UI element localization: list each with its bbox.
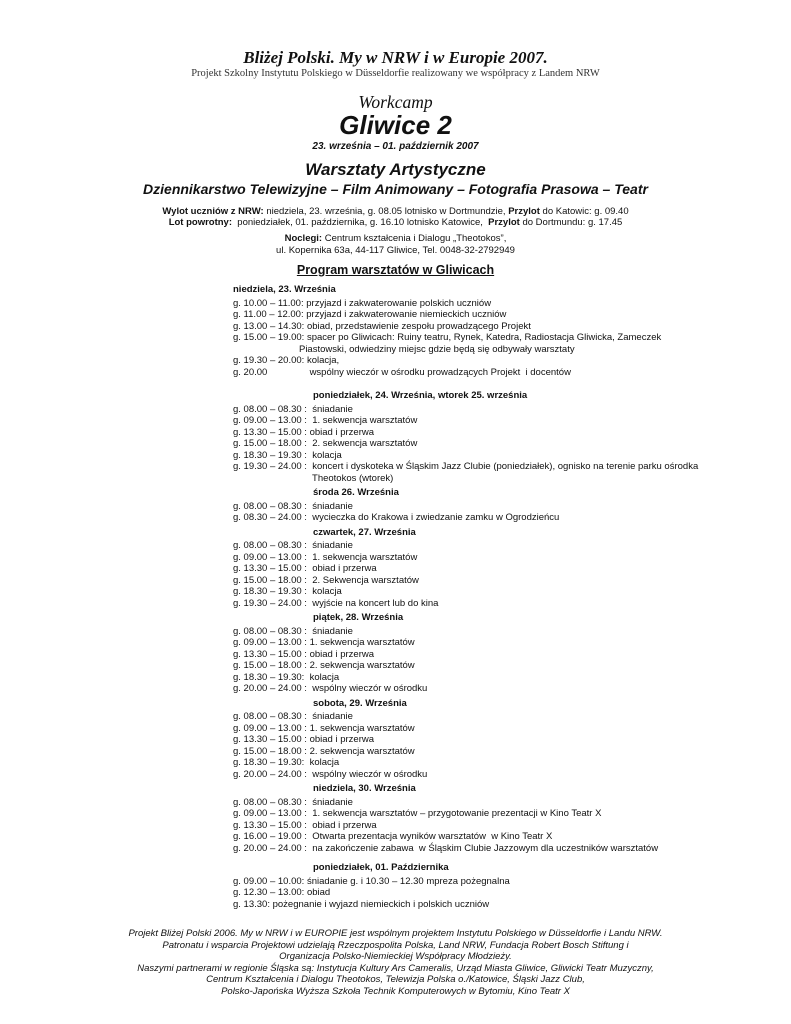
travel-info (0, 206, 791, 228)
schedule-entry: g. 08.00 – 08.30 : śniadanie (233, 711, 353, 722)
arrival-label: Przylot (508, 206, 540, 217)
program-heading (0, 263, 791, 277)
schedule-entry: g. 16.00 – 19.00 : Otwarta prezentacja wyników warsztatów w Kino Teatr X (233, 831, 553, 842)
schedule-entry: g. 18.30 – 19.30: kolacja (233, 757, 340, 768)
arrival-label: Przylot (488, 217, 520, 228)
schedule-day (233, 612, 773, 695)
schedule-entry: g. 09.00 – 10.00: śniadanie g. i 10.30 – 12.30 mpreza pożegnalna (233, 875, 510, 887)
schedule-entry: g. 13.30 – 15.00 : obiad i przerwa (233, 563, 377, 574)
schedule-entry: g. 13.00 – 14.30: obiad, przedstawienie zespołu prowadzącego Projekt (233, 320, 531, 332)
lodging-address: ul. Kopernika 63a, 44-117 Gliwice, Tel. 0048-32-2792949 (276, 244, 515, 256)
schedule-entry: g. 09.00 – 13.00 : 1. sekwencja warsztatów (233, 637, 415, 648)
lodging-text: Centrum kształcenia i Dialogu „Theotokos”, (322, 233, 507, 244)
schedule-entry: g. 13.30 – 15.00 : obiad i przerwa (233, 426, 375, 438)
schedule-entry: g. 20.00 wspólny wieczór w ośrodku prowadzących Projekt i docentów (233, 366, 571, 378)
return-line (0, 217, 791, 228)
schedule-entry: g. 13.30 – 15.00 : obiad i przerwa (233, 819, 377, 831)
footer-line: Naszymi partnerami w regionie Śląska są: Instytucja Kultury Ars Cameralis, Urząd Miasta Gliwice, Gliwicki Teatr Muzyczny, (137, 962, 654, 974)
document-subtitle: Projekt Szkolny Instytutu Polskiego w Düsseldorfie realizowany we współpracy z Landem NRW (191, 68, 600, 79)
schedule-entry: g. 12.30 – 13.00: obiad (233, 887, 331, 898)
schedule-entry: g. 18.30 – 19.30 : kolacja (233, 586, 342, 597)
schedule-entry: g. 15.00 – 18.00 : 2. sekwencja warsztatów (233, 660, 415, 671)
schedule-entry: g. 20.00 – 24.00 : na zakończenie zabawa w Śląskim Clubie Jazzowym dla uczestników warsztatów (233, 842, 659, 854)
lodging-line (0, 233, 791, 245)
day-title: poniedziałek, 24. Września, wtorek 25. września (313, 390, 528, 401)
schedule-entry: g. 15.00 – 18.00 : 2. Sekwencja warsztatów (233, 574, 419, 586)
schedule-entry: g. 20.00 – 24.00 : wspólny wieczór w ośrodku (233, 768, 428, 780)
schedule-entry: g. 18.30 – 19.30: kolacja (233, 671, 340, 683)
schedule-day (233, 698, 773, 781)
document-title: Bliżej Polski. My w NRW i w Europie 2007. (243, 48, 548, 67)
schedule-entry: g. 08.00 – 08.30 : śniadanie (233, 625, 353, 637)
schedule-entry: g. 11.00 – 12.00: przyjazd i zakwaterowanie niemieckich uczniów (233, 309, 507, 320)
date-range: 23. września – 01. październik 2007 (312, 141, 479, 152)
day-title: środa 26. Września (313, 487, 399, 498)
footer (0, 928, 791, 997)
program-title: Program warsztatów w Gliwicach (296, 263, 495, 277)
departure-label: Wylot uczniów z NRW: (162, 206, 264, 217)
day-title: czwartek, 27. Września (313, 526, 416, 538)
schedule-day (233, 284, 773, 378)
return-label: Lot powrotny: (168, 217, 233, 228)
schedule-entry: g. 09.00 – 13.00 : 1. sekwencja warsztatów – przygotowanie prezentacji w Kino Teatr X (233, 808, 602, 819)
departure-text: niedziela, 23. września, g. 08.05 lotnisko w Dortmundzie, (263, 206, 509, 217)
lodging-label: Noclegi: (284, 233, 323, 244)
schedule-entry: g. 19.30 – 24.00 : wyjście na koncert lub do kina (233, 597, 439, 609)
arrival-text: do Dortmundu: g. 17.45 (519, 217, 623, 228)
footer-line: Polsko-Japońska Wyższa Szkoła Technik Komputerowych w Bytomiu, Kino Teatr X (221, 985, 570, 997)
day-title: niedziela, 23. Września (233, 284, 336, 295)
schedule-entry: g. 08.00 – 08.30 : śniadanie (233, 500, 353, 512)
schedule-entry: g. 09.00 – 13.00 : 1. sekwencja warsztatów (233, 722, 415, 734)
schedule-entry: g. 20.00 – 24.00 : wspólny wieczór w ośrodku (233, 683, 428, 694)
schedule-entry: g. 15.00 – 18.00 : 2. sekwencja warsztatów (233, 745, 415, 757)
schedule-entry: g. 15.00 – 18.00 : 2. sekwencja warsztatów (233, 438, 418, 449)
schedule-entry: g. 13.30 – 15.00 : obiad i przerwa (233, 734, 375, 745)
footer-line: Patronatu i wsparcia Projektowi udzielają Rzeczpospolita Polska, Land NRW, Fundacja Robert Bosch Stiftung i (162, 939, 629, 951)
schedule-entry: g. 13.30: pożegnanie i wyjazd niemieckich i polskich uczniów (233, 898, 490, 910)
schedule-day (233, 783, 773, 854)
schedule-day (233, 390, 773, 484)
schedule-entry: g. 08.00 – 08.30 : śniadanie (233, 796, 353, 808)
schedule-entry: g. 08.30 – 24.00 : wycieczka do Krakowa i zwiedzanie zamku w Ogrodzieńcu (233, 512, 560, 523)
schedule-day (233, 527, 773, 610)
day-title: niedziela, 30. Września (313, 783, 416, 794)
schedule-entry: g. 08.00 – 08.30 : śniadanie (233, 403, 353, 415)
day-title: piątek, 28. Września (313, 612, 404, 623)
footer-line: Organizacja Polsko-Niemieckiej Współpracy Młodzieży. (279, 951, 512, 962)
subjects-line: Dziennikarstwo Telewizyjne – Film Animowany – Fotografia Prasowa – Teatr (143, 181, 648, 197)
schedule-entry: g. 10.00 – 11.00: przyjazd i zakwaterowanie polskich uczniów (233, 297, 492, 309)
schedule-entry: g. 15.00 – 19.00: spacer po Gliwicach: Ruiny teatru, Rynek, Katedra, Radiostacja Gliwicka, Zameczek Piastowski, odwiedziny miejsc gdzie będą się odbywały warsztaty (233, 332, 662, 355)
section-title: Warsztaty Artystyczne (305, 160, 486, 179)
lodging-info (0, 233, 791, 256)
schedule-entry: g. 19.30 – 20.00: kolacja, (233, 355, 340, 366)
schedule-day (233, 487, 773, 524)
schedule-entry: g. 08.00 – 08.30 : śniadanie (233, 540, 353, 551)
footer-line: Centrum Kształcenia i Dialogu Theotokos, Telewizja Polska o./Katowice, Śląski Jazz Club, (206, 974, 585, 985)
return-text: poniedziałek, 01. października, g. 16.10 lotnisko Katowice, (232, 217, 489, 228)
workcamp-label: Workcamp (358, 92, 433, 112)
schedule-entry: g. 13.30 – 15.00 : obiad i przerwa (233, 648, 375, 660)
schedule-entry: g. 19.30 – 24.00 : koncert i dyskoteka w Śląskim Jazz Clubie (poniedziałek), ognisko na terenie parku ośrodka Theotokos (wtorek) (233, 461, 699, 484)
location-title: Gliwice 2 (339, 110, 452, 140)
schedule (233, 284, 773, 910)
footer-line: Projekt Bliżej Polski 2006. My w NRW i w EUROPIE jest wspólnym projektem Instytutu Polskiego w Düsseldorfie i Landu NRW. (128, 928, 663, 939)
schedule-day (233, 862, 773, 910)
arrival-text: do Katowic: g. 09.40 (539, 206, 629, 217)
day-title: sobota, 29. Września (313, 697, 407, 709)
schedule-entry: g. 09.00 – 13.00 : 1. sekwencja warsztatów (233, 551, 418, 563)
schedule-entry: g. 18.30 – 19.30 : kolacja (233, 449, 342, 461)
schedule-entry: g. 09.00 – 13.00 : 1. sekwencja warsztatów (233, 415, 418, 426)
departure-line (0, 206, 791, 217)
day-title: poniedziałek, 01. Października (313, 862, 449, 873)
